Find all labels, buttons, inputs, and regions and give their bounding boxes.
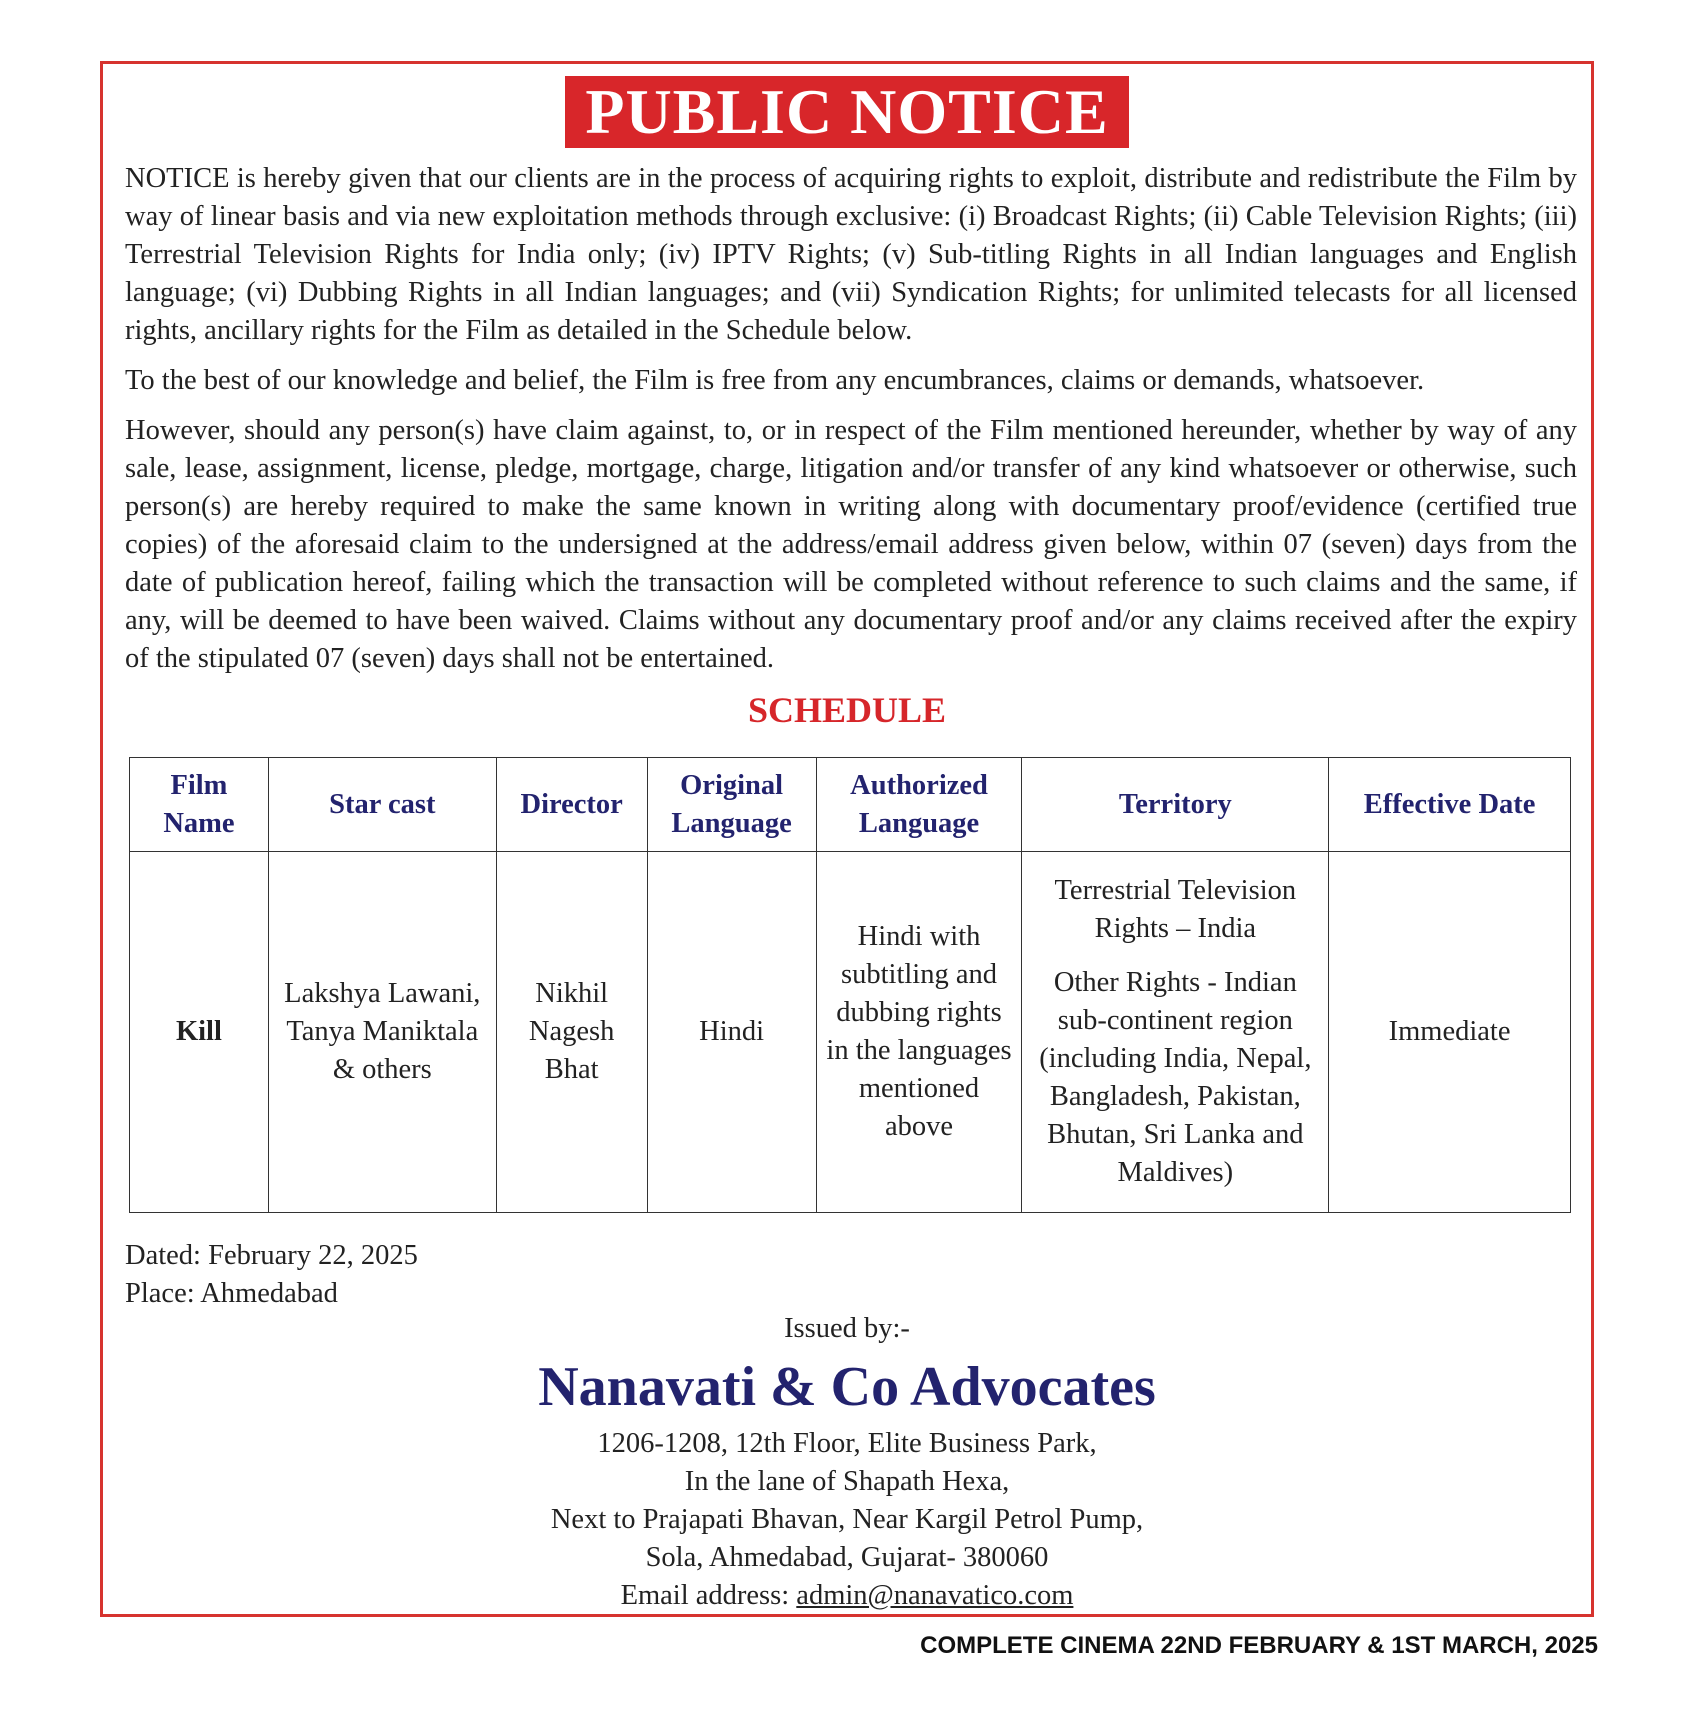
address-block: [103, 1425, 1591, 1615]
address-line: Next to Prajapati Bhavan, Near Kargil Petrol Pump,: [550, 1504, 1144, 1535]
publication-footer: COMPLETE CINEMA 22ND FEBRUARY & 1ST MARCH, 2025: [920, 1632, 1598, 1659]
header-effective-date: Effective Date: [1329, 758, 1571, 852]
schedule-header-row: [130, 758, 1571, 852]
territory-line-2: Other Rights - Indian sub-continent region (including India, Nepal, Bangladesh, Pakistan, Bhutan, Sri Lanka and Maldives): [1039, 967, 1312, 1188]
header-original-language: Original Language: [647, 758, 816, 852]
schedule-table: [129, 757, 1571, 1213]
notice-frame: [100, 61, 1594, 1617]
header-authorized-language: Authorized Language: [816, 758, 1022, 852]
cell-director: Nikhil Nagesh Bhat: [496, 852, 647, 1213]
notice-paragraph-2: To the best of our knowledge and belief, the Film is free from any encumbrances, claims or demands, whatsoever.: [125, 365, 1425, 396]
email-line: [103, 1577, 1591, 1615]
cell-star-cast: Lakshya Lawani, Tanya Maniktala & others: [268, 852, 496, 1213]
territory-line-1: Terrestrial Television Rights – India: [1054, 875, 1297, 944]
territory-gap: [1030, 948, 1320, 964]
cell-effective-date: Immediate: [1329, 852, 1571, 1213]
header-director: Director: [496, 758, 647, 852]
email-label: Email address:: [620, 1580, 797, 1611]
firm-name: Nanavati & Co Advocates: [538, 1356, 1156, 1418]
meta-block: [125, 1237, 418, 1313]
cell-authorized-language: Hindi with subtitling and dubbing rights in the languages mentioned above: [816, 852, 1022, 1213]
notice-paragraph-3: However, should any person(s) have claim against, to, or in respect of the Film mentioned hereunder, whether by way of any sale, lease, assignment, license, pledge, mortgage, charge, litigation and/or transfer of any kind whatsoever or otherwise, such person(s) are hereby required to make the same known in writing along with documentary proof/evidence (certified true copies) of the aforesaid claim to the undersigned at the address/email address given below, within 07 (seven) days from the date of publication hereof, failing which the transaction will be completed without reference to such claims and the same, if any, will be deemed to have been waived. Claims without any documentary proof and/or any claims received after the expiry of the stipulated 07 (seven) days shall not be entertained.: [125, 415, 1577, 674]
cell-film-name: Kill: [130, 852, 269, 1213]
cell-original-language: Hindi: [647, 852, 816, 1213]
notice-body: [125, 160, 1577, 690]
notice-title: PUBLIC NOTICE: [565, 76, 1128, 148]
header-territory: Territory: [1022, 758, 1329, 852]
header-film-name: Film Name: [130, 758, 269, 852]
email-link[interactable]: admin@nanavatico.com: [796, 1580, 1074, 1611]
issued-by: Issued by:-: [784, 1313, 910, 1344]
address-line: Sola, Ahmedabad, Gujarat- 380060: [645, 1542, 1049, 1573]
dated-line: Dated: February 22, 2025: [125, 1240, 418, 1271]
place-line: Place: Ahmedabad: [125, 1278, 338, 1309]
title-wrap: [103, 76, 1591, 148]
header-star-cast: Star cast: [268, 758, 496, 852]
notice-paragraph-1: NOTICE is hereby given that our clients are in the process of acquiring rights to exploit, distribute and redistribute the Film by way of linear basis and via new exploitation methods through exclusive: (i) Broadcast Rights; (ii) Cable Television Rights; (iii) Terrestrial Television Rights for India only; (iv) IPTV Rights; (v) Sub-titling Rights in all Indian languages and English language; (vi) Dubbing Rights in all Indian languages; and (vii) Syndication Rights; for unlimited telecasts for all licensed rights, ancillary rights for the Film as detailed in the Schedule below.: [125, 163, 1577, 346]
table-row: [130, 852, 1571, 1213]
address-line: In the lane of Shapath Hexa,: [684, 1466, 1010, 1497]
schedule-heading: SCHEDULE: [747, 690, 947, 730]
cell-territory: [1022, 852, 1329, 1213]
address-line: 1206-1208, 12th Floor, Elite Business Park,: [597, 1428, 1097, 1459]
